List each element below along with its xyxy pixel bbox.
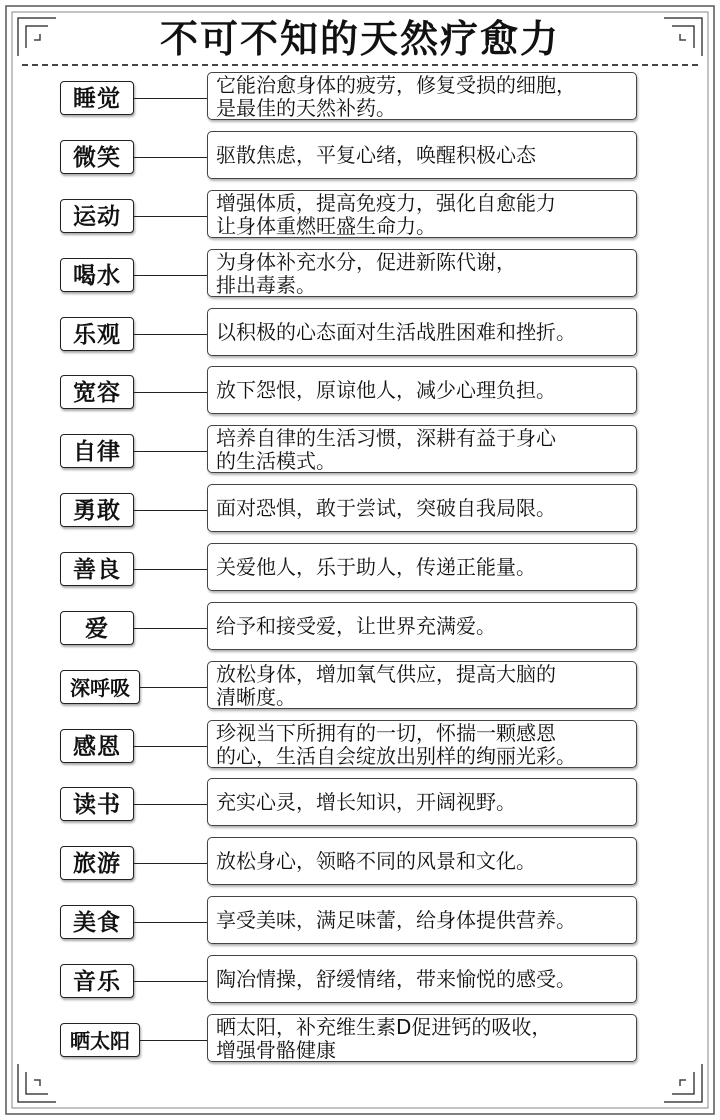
connector-line bbox=[140, 1040, 208, 1041]
item-label: 旅游 bbox=[60, 846, 134, 880]
item-label: 晒太阳 bbox=[60, 1023, 140, 1057]
item-description: 放松身心，领略不同的风景和文化。 bbox=[207, 837, 637, 885]
list-item bbox=[0, 1012, 720, 1064]
connector-line bbox=[134, 804, 208, 805]
item-label: 宽容 bbox=[60, 375, 134, 409]
item-description: 给予和接受爱，让世界充满爱。 bbox=[207, 602, 637, 650]
item-label: 睡觉 bbox=[60, 81, 134, 115]
item-label: 勇敢 bbox=[60, 493, 134, 527]
list-item bbox=[0, 364, 720, 416]
connector-line bbox=[134, 746, 208, 747]
list-item bbox=[0, 835, 720, 887]
item-label: 音乐 bbox=[60, 964, 134, 998]
list-item bbox=[0, 482, 720, 534]
list-item bbox=[0, 541, 720, 593]
item-description: 晒太阳，补充维生素D促进钙的吸收， 增强骨骼健康 bbox=[207, 1014, 637, 1062]
item-description: 驱散焦虑，平复心绪，唤醒积极心态 bbox=[207, 131, 637, 179]
corner-ornament-tl bbox=[18, 18, 56, 56]
list-item bbox=[0, 659, 720, 711]
connector-line bbox=[134, 863, 208, 864]
item-description: 以积极的心态面对生活战胜困难和挫折。 bbox=[207, 308, 637, 356]
connector-line bbox=[134, 275, 208, 276]
connector-line bbox=[134, 981, 208, 982]
connector-line bbox=[134, 157, 208, 158]
item-label: 爱 bbox=[60, 611, 134, 645]
connector-line bbox=[140, 687, 208, 688]
connector-line bbox=[134, 216, 208, 217]
corner-ornament-tr bbox=[664, 18, 702, 56]
item-description: 关爱他人，乐于助人，传递正能量。 bbox=[207, 543, 637, 591]
title-divider bbox=[22, 64, 698, 66]
connector-line bbox=[134, 334, 208, 335]
connector-line bbox=[134, 392, 208, 393]
connector-line bbox=[134, 922, 208, 923]
item-label: 运动 bbox=[60, 199, 134, 233]
list-item bbox=[0, 894, 720, 946]
item-label: 深呼吸 bbox=[60, 670, 140, 704]
list-item bbox=[0, 776, 720, 828]
item-label: 喝水 bbox=[60, 258, 134, 292]
item-description: 为身体补充水分，促进新陈代谢， 排出毒素。 bbox=[207, 249, 637, 297]
list-item bbox=[0, 188, 720, 240]
list-item bbox=[0, 70, 720, 122]
list-item bbox=[0, 423, 720, 475]
list-item bbox=[0, 718, 720, 770]
connector-line bbox=[134, 510, 208, 511]
item-label: 乐观 bbox=[60, 317, 134, 351]
connector-line bbox=[134, 451, 208, 452]
list-item bbox=[0, 953, 720, 1005]
item-description: 放松身体，增加氧气供应，提高大脑的 清晰度。 bbox=[207, 661, 637, 709]
corner-ornament-bl bbox=[18, 1064, 56, 1102]
item-label: 善良 bbox=[60, 552, 134, 586]
page-title: 不可不知的天然疗愈力 bbox=[159, 17, 560, 61]
connector-line bbox=[134, 569, 208, 570]
item-label: 微笑 bbox=[60, 140, 134, 174]
item-description: 陶冶情操，舒缓情绪，带来愉悦的感受。 bbox=[207, 955, 637, 1003]
connector-line bbox=[134, 628, 208, 629]
list-item bbox=[0, 129, 720, 181]
item-label: 读书 bbox=[60, 787, 134, 821]
item-description: 面对恐惧，敢于尝试，突破自我局限。 bbox=[207, 484, 637, 532]
corner-ornament-br bbox=[664, 1064, 702, 1102]
item-label: 自律 bbox=[60, 434, 134, 468]
item-description: 珍视当下所拥有的一切，怀揣一颗感恩 的心，生活自会绽放出别样的绚丽光彩。 bbox=[207, 720, 637, 768]
item-description: 它能治愈身体的疲劳，修复受损的细胞， 是最佳的天然补药。 bbox=[207, 72, 637, 120]
item-description: 充实心灵，增长知识，开阔视野。 bbox=[207, 778, 637, 826]
list-item bbox=[0, 600, 720, 652]
connector-line bbox=[134, 98, 208, 99]
item-description: 放下怨恨，原谅他人，减少心理负担。 bbox=[207, 366, 637, 414]
item-label: 感恩 bbox=[60, 729, 134, 763]
list-item bbox=[0, 306, 720, 358]
item-description: 培养自律的生活习惯，深耕有益于身心 的生活模式。 bbox=[207, 425, 637, 473]
item-label: 美食 bbox=[60, 905, 134, 939]
item-description: 享受美味，满足味蕾，给身体提供营养。 bbox=[207, 896, 637, 944]
list-item bbox=[0, 247, 720, 299]
item-description: 增强体质，提高免疫力，强化自愈能力 让身体重燃旺盛生命力。 bbox=[207, 190, 637, 238]
